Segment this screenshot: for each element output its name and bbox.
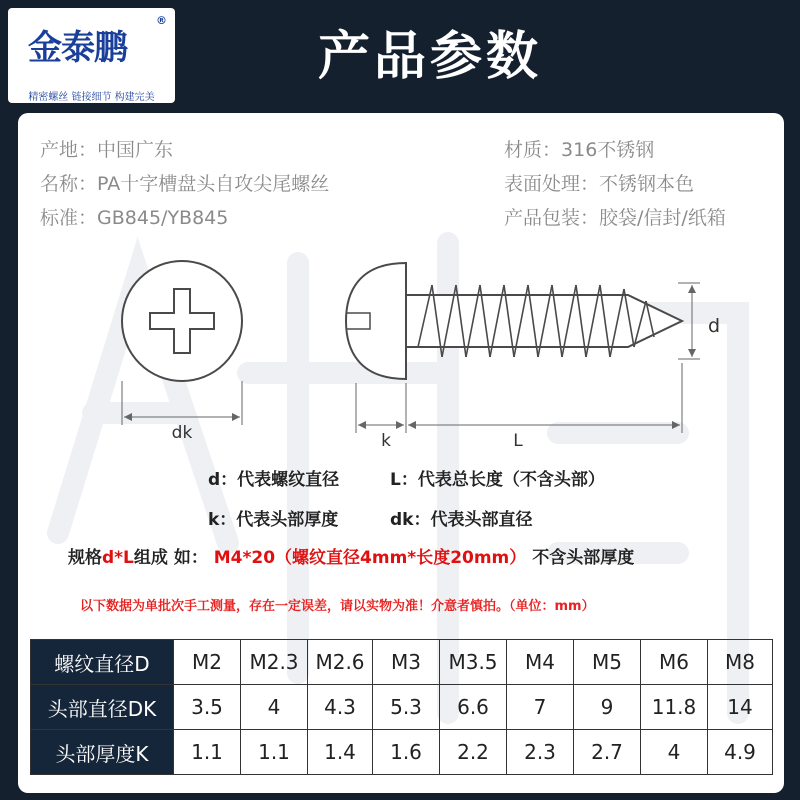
table-cell: 1.1: [174, 730, 241, 775]
attr-material: 材质：316不锈钢: [504, 139, 655, 161]
table-cell: 2.3: [507, 730, 574, 775]
spec-table: [30, 639, 773, 775]
legend-d: d：代表螺纹直径: [208, 470, 340, 490]
page-title: 产品参数: [317, 27, 542, 87]
table-row: [31, 730, 773, 775]
dim-L-label: L: [513, 431, 523, 451]
legend-L: L：代表总长度（不含头部）: [390, 470, 605, 490]
table-cell: 4: [641, 730, 708, 775]
table-row: [31, 685, 773, 730]
table-cell: M8: [708, 640, 773, 685]
dim-d-label: d: [708, 315, 721, 337]
parameter-card: [18, 113, 784, 793]
table-cell: 11.8: [641, 685, 708, 730]
table-cell: 7: [507, 685, 574, 730]
row-header-head-diameter: 头部直径DK: [31, 685, 174, 730]
table-cell: M6: [641, 640, 708, 685]
table-cell: M3.5: [440, 640, 507, 685]
attr-name: 名称：PA十字槽盘头自攻尖尾螺丝: [40, 173, 330, 195]
table-cell: 4: [241, 685, 308, 730]
attr-origin: 产地：中国广东: [40, 139, 174, 161]
row-header-head-thickness: 头部厚度K: [31, 730, 174, 775]
attr-surface: 表面处理：不锈钢本色: [504, 173, 695, 195]
table-cell: 2.2: [440, 730, 507, 775]
table-row: [31, 640, 773, 685]
dim-k-label: k: [381, 431, 391, 451]
table-cell: 1.4: [308, 730, 373, 775]
table-cell: M3: [373, 640, 440, 685]
table-cell: 9: [574, 685, 641, 730]
table-cell: 14: [708, 685, 773, 730]
table-cell: M4: [507, 640, 574, 685]
registered-mark: ®: [156, 14, 167, 27]
table-cell: M2: [174, 640, 241, 685]
screw-diagram: [18, 113, 784, 453]
logo-name: 金泰鹏: [28, 28, 127, 68]
table-cell: 1.1: [241, 730, 308, 775]
brand-logo: [8, 8, 175, 103]
table-cell: 2.7: [574, 730, 641, 775]
table-cell: 5.3: [373, 685, 440, 730]
legend-dk: dk：代表头部直径: [390, 510, 533, 530]
legend-k: k：代表头部厚度: [208, 510, 339, 530]
table-cell: M2.3: [241, 640, 308, 685]
screw-head-side-view: [346, 263, 406, 379]
attr-packaging: 产品包装：胶袋/信封/纸箱: [504, 207, 726, 229]
table-cell: 1.6: [373, 730, 440, 775]
header-bar: [0, 0, 800, 112]
table-cell: 4.9: [708, 730, 773, 775]
table-cell: 4.3: [308, 685, 373, 730]
logo-slogan: 精密螺丝 链接细节 构建完美: [28, 92, 155, 103]
table-cell: 6.6: [440, 685, 507, 730]
measurement-note: 以下数据为单批次手工测量，存在一定误差，请以实物为准！介意者慎拍。（单位：mm）: [80, 599, 595, 614]
table-cell: 3.5: [174, 685, 241, 730]
spec-line: 规格d*L组成 如： M4*20（螺纹直径4mm*长度20mm） 不含头部厚度: [68, 548, 635, 568]
row-header-thread-diameter: 螺纹直径D: [31, 640, 174, 685]
table-cell: M5: [574, 640, 641, 685]
attr-standard: 标准：GB845/YB845: [40, 207, 229, 229]
table-cell: M2.6: [308, 640, 373, 685]
dim-dk-label: dk: [171, 423, 193, 443]
